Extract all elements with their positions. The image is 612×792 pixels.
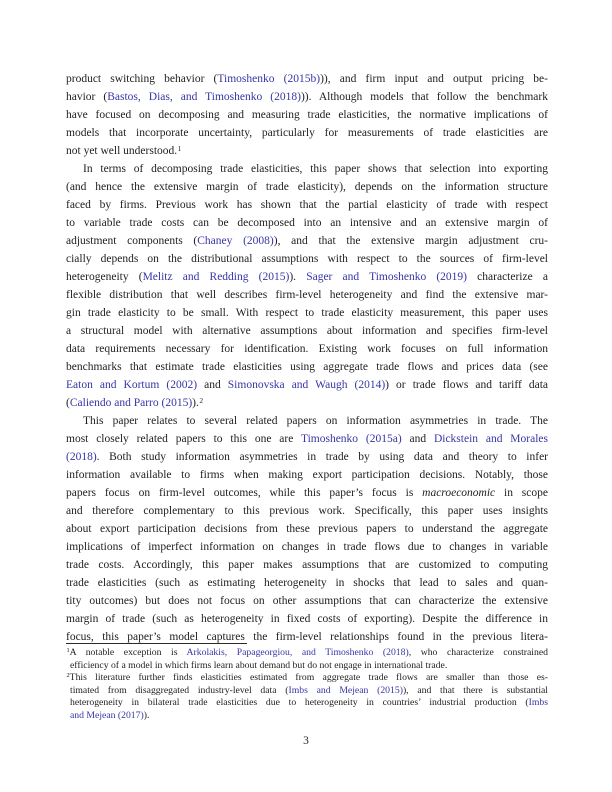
text-line	[66, 142, 548, 160]
text-line	[66, 538, 548, 556]
text-segment: ).	[192, 397, 199, 409]
text-segment: )), and firm input and output pricing be-	[320, 73, 548, 85]
text-line	[66, 178, 548, 196]
text-segment: This literature further finds elasticities estimated from aggregate trade flows are smaller than those es-	[69, 672, 548, 683]
text-line	[66, 574, 548, 592]
text-segment: timated from disaggregated industry-level data (	[70, 684, 289, 696]
text-line	[66, 88, 548, 106]
text-line	[66, 484, 548, 502]
footnote-rule	[66, 643, 247, 644]
citation-link[interactable]: and Mejean (2017)	[70, 709, 144, 721]
text-segment: faced by firms. Previous work has shown that the partial elasticity of trade with respect	[66, 199, 548, 211]
text-line	[66, 466, 548, 484]
text-line	[66, 214, 548, 232]
text-segment: In terms of decomposing trade elasticities, this paper shows that selection into exporting	[83, 163, 548, 175]
paragraph	[66, 70, 548, 160]
citation-link[interactable]: Caliendo and Parro (2015)	[69, 397, 193, 409]
text-segment: flexible distribution that well describes firm-level heterogeneity and find the extensive mar-	[66, 289, 548, 301]
citation-link[interactable]: Melitz and Redding (2015)	[142, 271, 290, 283]
text-line	[66, 286, 548, 304]
text-segment: benchmarks that estimate trade elasticities using aggregate trade flows and prices data (see	[66, 361, 548, 373]
text-line	[66, 70, 548, 88]
text-line	[66, 268, 548, 286]
text-segment: trade costs. Accordingly, this paper makes assumptions that are customized to computing	[66, 559, 548, 571]
text-segment: a structural model with alternative assumptions about information and specifies firm-level	[66, 325, 548, 337]
text-segment: efficiency of a model in which firms learn about demand but do not engage in international trade.	[70, 659, 448, 671]
text-segment: ), and that there is substantial	[402, 684, 548, 696]
footnote-line	[66, 697, 548, 710]
text-segment: about export participation decisions from these previous papers to understand the aggregate	[66, 523, 548, 535]
text-segment: data requirements necessary for identification. Existing work focuses on full information	[66, 343, 548, 355]
text-segment: havior (	[66, 91, 108, 103]
text-segment: margin of trade (such as heterogeneity in fixed costs of exporting). Despite the difference in	[66, 613, 548, 625]
text-segment: implications of imperfect information on changes in trade flows due to changes in variable	[66, 541, 548, 553]
text-segment: to variable trade costs can be decomposed into an intensive and an extensive margin of	[66, 217, 548, 229]
text-line	[66, 322, 548, 340]
citation-link[interactable]: Imbs	[528, 697, 548, 708]
text-line	[66, 394, 548, 412]
footnote-marker: 1	[177, 143, 182, 153]
footnotes	[66, 647, 548, 722]
text-line	[66, 520, 548, 538]
text-line	[66, 610, 548, 628]
citation-link[interactable]: (2018)	[66, 451, 97, 463]
citation-link[interactable]: Eaton and Kortum (2002)	[66, 379, 198, 391]
footnote-line	[66, 660, 548, 673]
text-segment: and	[197, 379, 228, 391]
text-line	[66, 430, 548, 448]
text-segment: and therefore complementary to this previous work. Specifically, this paper uses insights	[66, 505, 548, 517]
emphasis-text: macroeconomic	[422, 487, 496, 499]
footnote-line	[66, 685, 548, 698]
text-segment: characterize a	[467, 271, 548, 283]
text-line	[66, 448, 548, 466]
footnote-line	[66, 647, 548, 660]
text-segment: focus, this paper’s model captures the firm-level relationships found in the previous litera-	[66, 631, 548, 643]
text-segment: heterogeneity (	[66, 271, 143, 283]
citation-link[interactable]: Timoshenko (2015a)	[300, 433, 402, 445]
citation-link[interactable]: Simonovska and Waugh (2014)	[227, 379, 386, 391]
text-segment: and	[401, 433, 434, 445]
text-line	[66, 160, 548, 178]
text-line	[66, 412, 548, 430]
text-line	[66, 304, 548, 322]
text-segment: most closely related papers to this one are	[66, 433, 301, 445]
text-segment: cially depends on the distributional assumptions with respect to the sources of firm-level	[66, 253, 548, 265]
text-segment: ).	[143, 709, 150, 721]
body-text	[66, 70, 548, 646]
text-segment: information available to firms when making export participation decisions. Notably, those	[66, 469, 548, 481]
text-segment: ).	[289, 271, 307, 283]
text-segment: have focused on decomposing and measuring trade elasticities, the normative implications of	[66, 109, 548, 121]
citation-link[interactable]: Chaney (2008)	[197, 235, 274, 247]
text-segment: (	[66, 397, 70, 409]
text-segment: trade elasticities (such as estimating heterogeneity in shocks that lead to sales and quan-	[66, 577, 548, 589]
text-segment: (and hence the extensive margin of trade elasticity), depends on the information structure	[66, 181, 548, 193]
footnote-line	[66, 672, 548, 685]
text-line	[66, 376, 548, 394]
text-line	[66, 124, 548, 142]
text-segment: This paper relates to several related papers on information asymmetries in trade. The	[83, 415, 548, 427]
citation-link[interactable]: Imbs and Mejean (2015)	[288, 684, 403, 696]
page-number: 3	[303, 735, 309, 747]
footnote-marker: 2	[66, 672, 70, 680]
footnote-marker: 1	[66, 647, 70, 655]
text-line	[66, 556, 548, 574]
text-segment: not yet well understood.	[66, 145, 178, 157]
text-line	[66, 358, 548, 376]
citation-link[interactable]: Dickstein and Morales	[433, 433, 548, 445]
footnote-line	[66, 710, 548, 723]
text-segment: gin trade elasticity to be small. With respect to trade elasticity measurement, this paper uses	[66, 307, 548, 319]
text-segment: , who characterize constrained	[408, 647, 548, 658]
footnote	[66, 647, 548, 672]
text-segment: adjustment components (	[66, 235, 198, 247]
text-line	[66, 592, 548, 610]
text-segment: . Both study information asymmetries in trade by using data and theory to infer	[96, 451, 548, 463]
footnote-marker: 2	[199, 395, 204, 405]
text-line	[66, 502, 548, 520]
footnote	[66, 672, 548, 722]
text-segment: in scope	[495, 487, 548, 499]
text-line	[66, 196, 548, 214]
text-line	[66, 232, 548, 250]
text-segment: ) or trade flows and tariff data	[385, 379, 548, 391]
text-segment: product switching behavior (	[66, 73, 218, 85]
paragraph	[66, 160, 548, 412]
text-line	[66, 340, 548, 358]
text-line	[66, 250, 548, 268]
text-segment: A notable exception is	[69, 647, 187, 658]
text-segment: papers focus on firm-level outcomes, while this paper’s focus is	[66, 487, 423, 499]
text-segment: heterogeneity in bilateral trade elasticities due to heterogeneity in countries’ industrial production (	[70, 697, 529, 708]
text-segment: )). Although models that follow the benchmark	[300, 91, 548, 103]
citation-link[interactable]: Bastos, Dias, and Timoshenko (2018)	[107, 91, 301, 103]
paragraph	[66, 412, 548, 646]
citation-link[interactable]: Arkolakis, Papageorgiou, and Timoshenko (2018)	[186, 647, 409, 658]
text-line	[66, 106, 548, 124]
text-segment: tity outcomes) but does not focus on other assumptions that can characterize the extensive	[66, 595, 548, 607]
citation-link[interactable]: Timoshenko (2015b)	[217, 73, 321, 85]
text-segment: models that incorporate uncertainty, particularly for measurements of trade elasticities are	[66, 127, 548, 139]
text-segment: ), and that the extensive margin adjustment cru-	[273, 235, 548, 247]
citation-link[interactable]: Sager and Timoshenko (2019)	[306, 271, 468, 283]
